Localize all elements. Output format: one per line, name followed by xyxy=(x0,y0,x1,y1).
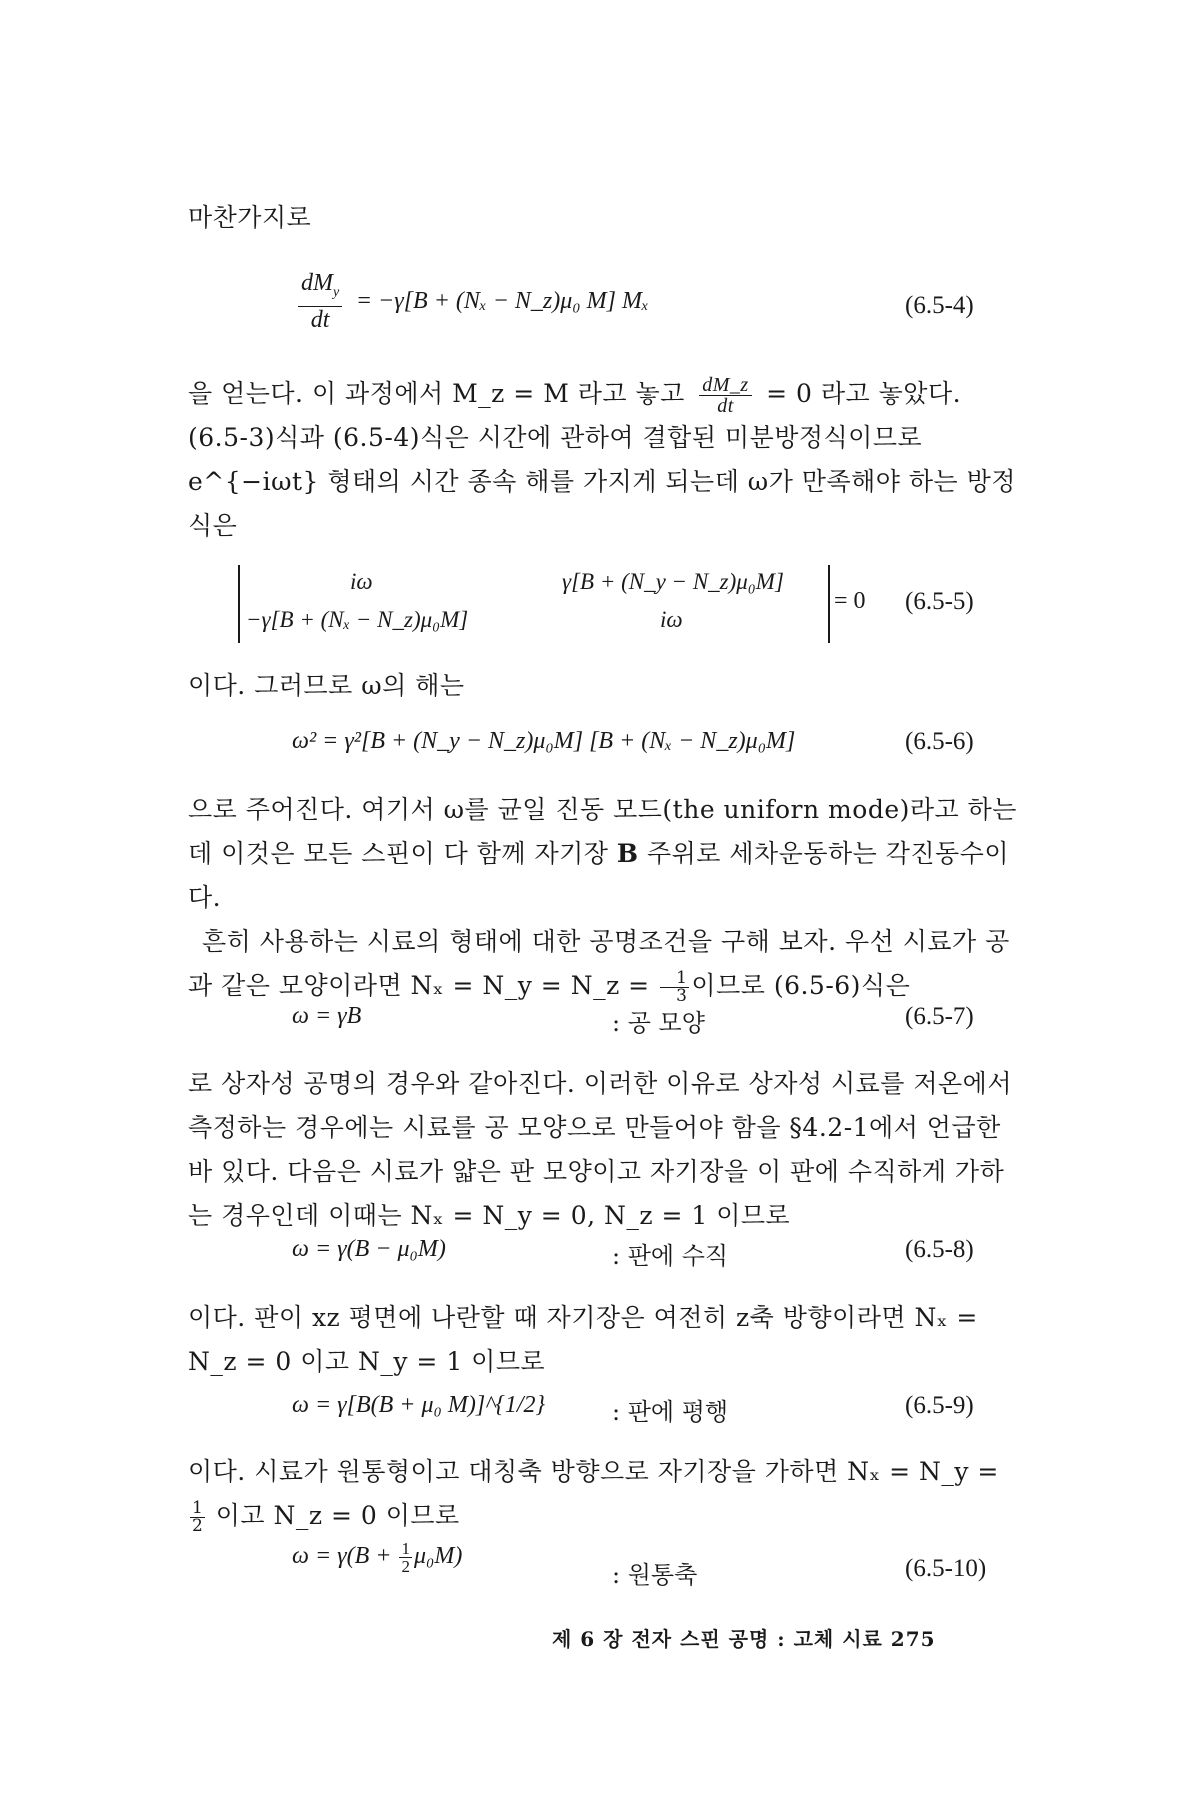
paragraph-7-part-a: 이다. 시료가 원통형이고 대칭축 방향으로 자기장을 가하면 Nₓ = N_y = xyxy=(188,1457,999,1486)
frac-bottom: dt xyxy=(717,395,734,417)
fraction-one-third xyxy=(660,970,689,1005)
paragraph-3 xyxy=(188,788,1018,920)
paragraph-1-rest: (6.5-3)식과 (6.5-4)식은 시간에 관하여 결합된 미분방정식이므로 e^{−iωt} 형태의 시간 종속 해를 가지게 되는데 ω가 만족해야 하는 방정식은 xyxy=(188,423,1016,540)
page-footer: 제 6 장 전자 스핀 공명 : 고체 시료 275 xyxy=(552,1627,936,1651)
equation-number: (6.5-8) xyxy=(905,1236,974,1263)
paragraph-7 xyxy=(188,1450,1018,1538)
paragraph-3-part-c: 주위로 세차운동하는 각진동수이다. xyxy=(188,839,1009,912)
condition-label: : 원통축 xyxy=(612,1561,698,1589)
frac-bottom: 3 xyxy=(676,986,688,1006)
frac-top: dM xyxy=(301,270,333,296)
equation-number: (6.5-9) xyxy=(905,1392,974,1419)
equation-number: (6.5-10) xyxy=(905,1555,987,1582)
frac-bottom: 2 xyxy=(192,1516,204,1536)
paragraph-2: 이다. 그러므로 ω의 해는 xyxy=(188,671,465,700)
paragraph-4 xyxy=(188,920,1018,1008)
frac-top: 1 xyxy=(192,1498,204,1518)
condition-label: : 공 모양 xyxy=(612,1009,705,1037)
intro-text: 마찬가지로 xyxy=(188,203,312,232)
equation-part-a: ω = γ(B + xyxy=(292,1543,398,1570)
equation-part-b: μ₀M) xyxy=(413,1543,463,1570)
condition-label: : 판에 수직 xyxy=(612,1242,729,1270)
paragraph-4-part-b: 이므로 (6.5-6)식은 xyxy=(691,971,911,1000)
fraction-dMy-dt xyxy=(298,270,342,333)
paragraph-1-part-a: 을 얻는다. 이 과정에서 M_z = M 라고 놓고 xyxy=(188,379,685,408)
paragraph-1 xyxy=(188,372,1018,548)
paragraph-3-part-a: 으로 주어진다. 여기서 ω를 균일 진동 모드(the uniforn mode)라고 하는데 이것은 모든 스핀이 다 함께 자기장 xyxy=(188,795,1017,868)
paragraph-5: 로 상자성 공명의 경우와 같아진다. 이러한 이유로 상자성 시료를 저온에서 측정하는 경우에는 시료를 공 모양으로 만들어야 함을 §4.2-1에서 언급한 바 있다. 다음은 시료가 얇은 판 모양이고 자기장을 이 판에 수직하게 가하는 경우인데 이때는 Nₓ = N_y = 0, N_z = 1 이므로 xyxy=(188,1069,1012,1230)
det-cell-21: −γ[B + (Nₓ − N_z)μ₀M] xyxy=(246,607,469,632)
frac-top: dM_z xyxy=(699,375,751,396)
paragraph-4-part-a: 흔히 사용하는 시료의 형태에 대한 공명조건을 구해 보자. 우선 시료가 공과 같은 모양이라면 Nₓ = N_y = N_z = xyxy=(188,927,1010,1000)
equation-number: (6.5-7) xyxy=(905,1003,974,1030)
det-cell-11: iω xyxy=(350,569,373,594)
equation-rhs: = −γ[B + (Nₓ − N_z)μ₀ M] Mₓ xyxy=(355,287,649,314)
paragraph-1-part-b: = 0 라고 놓았다. xyxy=(766,379,962,408)
det-cell-12: γ[B + (N_y − N_z)μ₀M] xyxy=(562,569,784,594)
equation-6-5-6: ω² = γ²[B + (N_y − N_z)μ₀M] [B + (Nₓ − N_z)μ₀M] xyxy=(292,728,796,754)
fraction-one-half xyxy=(190,1500,205,1535)
equation-6-5-4 xyxy=(292,270,649,333)
equation-6-5-8: ω = γ(B − μ₀M) xyxy=(292,1236,446,1262)
paragraph-7-part-b: 이고 N_z = 0 이므로 xyxy=(207,1501,460,1530)
equation-number: (6.5-4) xyxy=(905,292,974,319)
det-cell-22: iω xyxy=(660,607,683,632)
equation-number: (6.5-6) xyxy=(905,728,974,755)
frac-bottom: 2 xyxy=(401,1557,410,1576)
condition-label: : 판에 평행 xyxy=(612,1398,729,1426)
equation-6-5-7: ω = γB xyxy=(292,1003,362,1029)
frac-top-sub: y xyxy=(333,284,340,300)
bold-symbol-B: B xyxy=(616,839,639,868)
equation-6-5-9: ω = γ[B(B + μ₀ M)]^{1/2} xyxy=(292,1392,546,1418)
det-equals: = 0 xyxy=(834,588,866,614)
frac-top: 1 xyxy=(660,970,689,988)
fraction-dMz-dt xyxy=(699,375,751,416)
equation-6-5-10 xyxy=(292,1540,462,1575)
fraction-one-half xyxy=(399,1540,412,1575)
frac-bottom: dt xyxy=(310,306,330,333)
determinant-6-5-5 xyxy=(238,565,830,643)
equation-number: (6.5-5) xyxy=(905,588,974,615)
paragraph-6: 이다. 판이 xz 평면에 나란할 때 자기장은 여전히 z축 방향이라면 Nₓ = N_z = 0 이고 N_y = 1 이므로 xyxy=(188,1303,978,1376)
frac-top: 1 xyxy=(401,1539,410,1558)
